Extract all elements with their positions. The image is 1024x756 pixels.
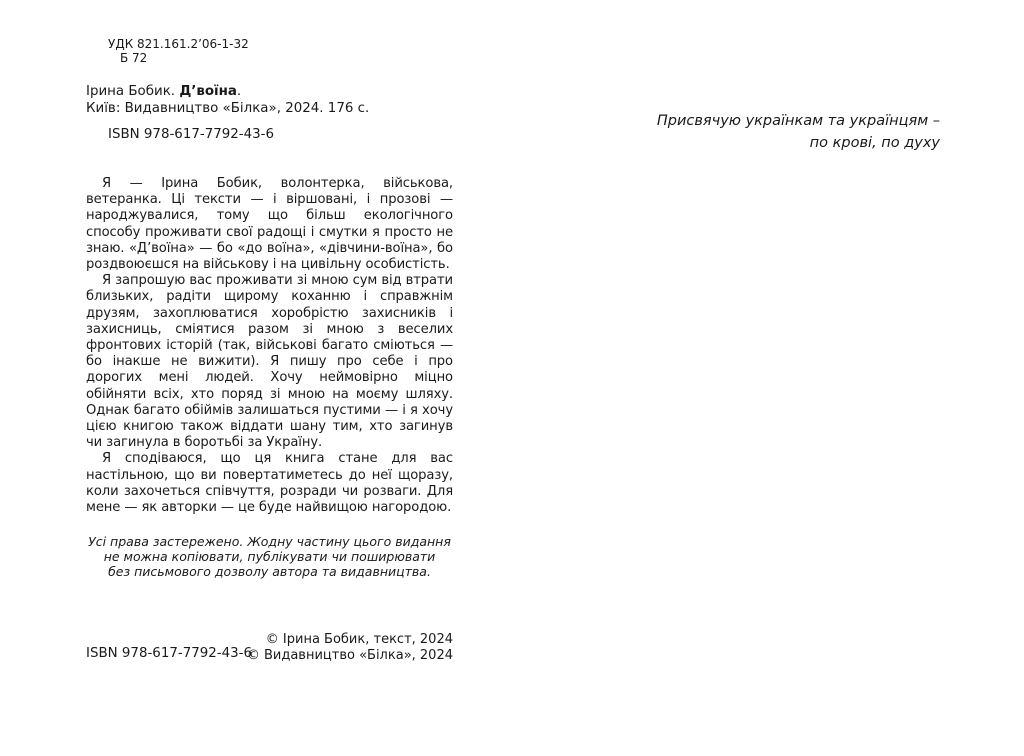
bbk-code: Б 72 — [120, 51, 148, 65]
dedication-line-1: Присвячую українкам та українцям – — [656, 113, 940, 129]
rights-line-2: не можна копіювати, публікувати чи поширювати — [103, 549, 436, 564]
copyright-author: © Ірина Бобик, текст, 2024 — [265, 632, 453, 647]
isbn-top: ISBN 978-617-7792-43-6 — [108, 127, 274, 142]
annotation-paragraph-3: Я сподіваюся, що ця книга стане для вас настільною, що ви повертатиметесь до неї щоразу, коли захочеться співчуття, розради чи розваги. Для мене — як авторки — це буде найвищою нагородою. — [86, 451, 453, 516]
isbn-bottom: ISBN 978-617-7792-43-6 — [86, 646, 252, 661]
udk-block — [108, 37, 249, 65]
rights-line-1: Усі права застережено. Жодну частину цього видання — [88, 534, 451, 549]
copyright-block — [247, 632, 453, 664]
copyright-publisher: © Видавництво «Білка», 2024 — [246, 648, 453, 663]
rights-notice — [86, 534, 453, 579]
citation-title: Д’воїна — [179, 84, 237, 99]
citation-author: Ірина Бобик. — [86, 84, 176, 99]
annotation-paragraph-2: Я запрошую вас проживати зі мною сум від втрати близьких, радіти щирому коханню і справжнім друзям, захоплюватися хоробрістю захисників і захисниць, сміятися разом зі мною з веселих фронтових історій (так, військові багато сміються — бо інакше не вижити). Я пишу про себе і про дорогих мені людей. Хочу неймовірно міцно обійняти всіх, хто поряд зі мною на моєму шляху. Однак багато обіймів залишаться пустими — і я хочу цією книгою також віддати шану тим, хто загинув чи загинула в боротьбі за Україну. — [86, 273, 453, 451]
dedication — [657, 110, 940, 154]
bibliographic-citation — [86, 83, 369, 117]
citation-title-end: . — [236, 84, 242, 99]
annotation — [86, 176, 453, 516]
citation-publisher: Київ: Видавництво «Білка», 2024. 176 с. — [86, 101, 370, 116]
annotation-paragraph-1: Я — Ірина Бобик, волонтерка, військова, ветеранка. Ці тексти — і віршовані, і прозові — народжувалися, тому що більш екологічного способу проживати свої радощі і смутки я просто не знаю. «Д’воїна» — бо «до воїна», «дівчини-воїна», бо роздвоюєшся на військову і на цивільну особистість. — [86, 176, 453, 273]
udk-code: УДК 821.161.2’06-1-32 — [108, 37, 249, 51]
dedication-line-2: по крові, по духу — [809, 135, 940, 151]
rights-line-3: без письмового дозволу автора та видавництва. — [108, 564, 431, 579]
